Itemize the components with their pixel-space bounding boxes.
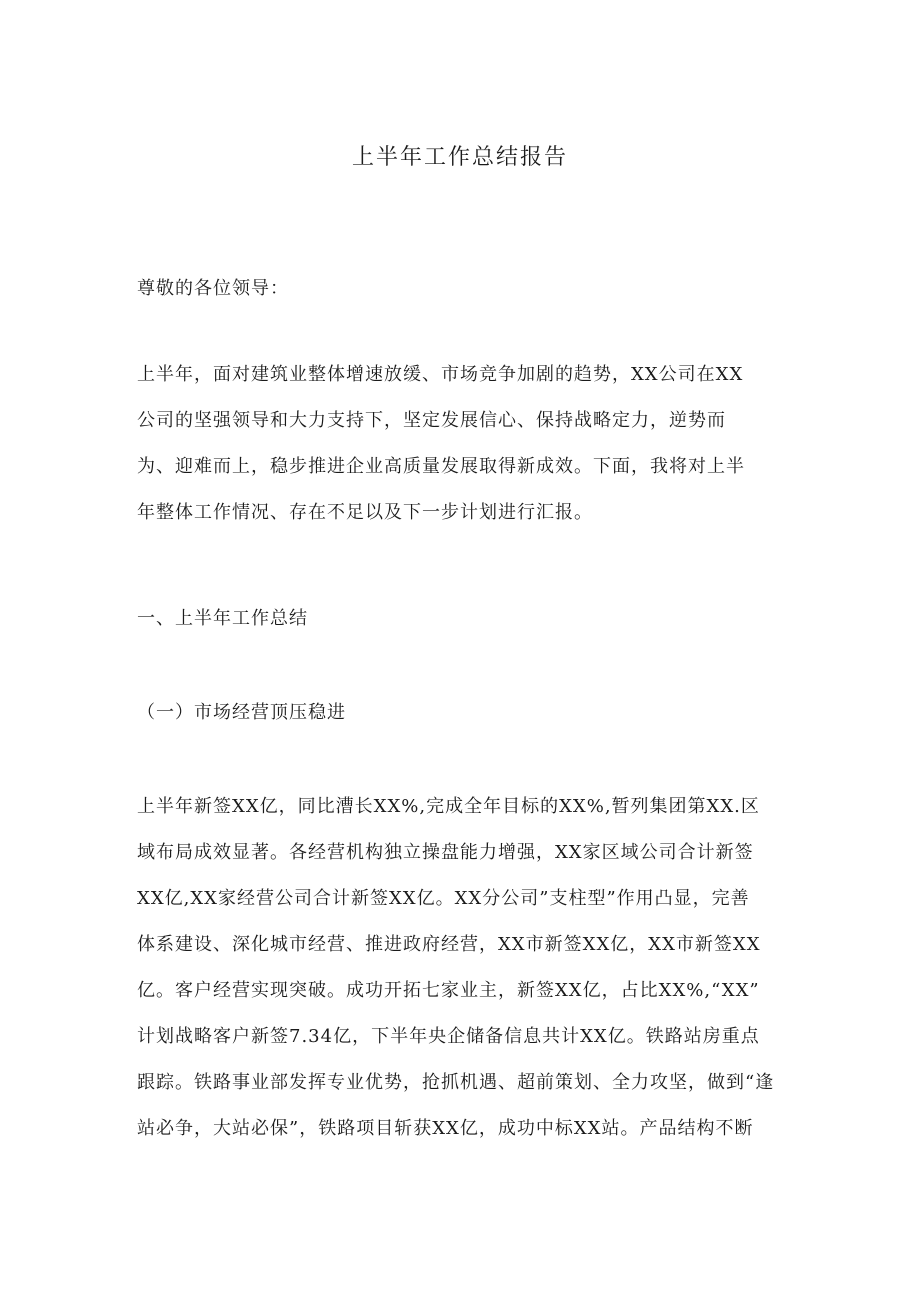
section-heading: 一、上半年工作总结	[137, 608, 308, 629]
paragraph-line: 计划战略客户新签7.34亿，下半年央企储备信息共计XX亿。铁路站房重点	[137, 1026, 760, 1047]
subsection-heading: （一）市场经营顶压稳进	[137, 702, 346, 723]
paragraph-line: 上半年，面对建筑业整体增速放缓、市场竞争加剧的趋势，XX公司在XX	[137, 364, 744, 385]
salutation: 尊敬的各位领导：	[137, 278, 289, 299]
paragraph-line: 域布局成效显著。各经营机构独立操盘能力增强，XX家区域公司合计新签	[137, 842, 754, 863]
paragraph-line: 上半年新签XX亿，同比漕长XX%,完成全年目标的XX%,暂列集团第XX.区	[137, 796, 760, 817]
body-paragraph	[137, 784, 787, 1152]
paragraph-line: 年整体工作情况、存在不足以及下一步计划进行汇报。	[137, 502, 593, 523]
paragraph-line: 公司的坚强领导和大力支持下，坚定发展信心、保持战略定力，逆势而	[137, 410, 726, 431]
intro-paragraph	[137, 352, 787, 536]
paragraph-line: XX亿,XX家经营公司合计新签XX亿。XX分公司”支柱型”作用凸显，完善	[137, 888, 750, 909]
paragraph-line: 跟踪。铁路事业部发挥专业优势，抢抓机遇、超前策划、全力攻坚，做到“逢	[137, 1072, 775, 1093]
paragraph-line: 站必争，大站必保”，铁路项目斩获XX亿，成功中标XX站。产品结构不断	[137, 1118, 754, 1139]
paragraph-line: 为、迎难而上，稳步推进企业高质量发展取得新成效。下面，我将对上半	[137, 456, 745, 477]
paragraph-line: 亿。客户经营实现突破。成功开拓七家业主，新签XX亿，占比XX%,“XX”	[137, 980, 760, 1001]
paragraph-line: 体系建设、深化城市经营、推进政府经营，XX市新签XX亿，XX市新签XX	[137, 934, 761, 955]
document-title: 上半年工作总结报告	[351, 145, 568, 170]
